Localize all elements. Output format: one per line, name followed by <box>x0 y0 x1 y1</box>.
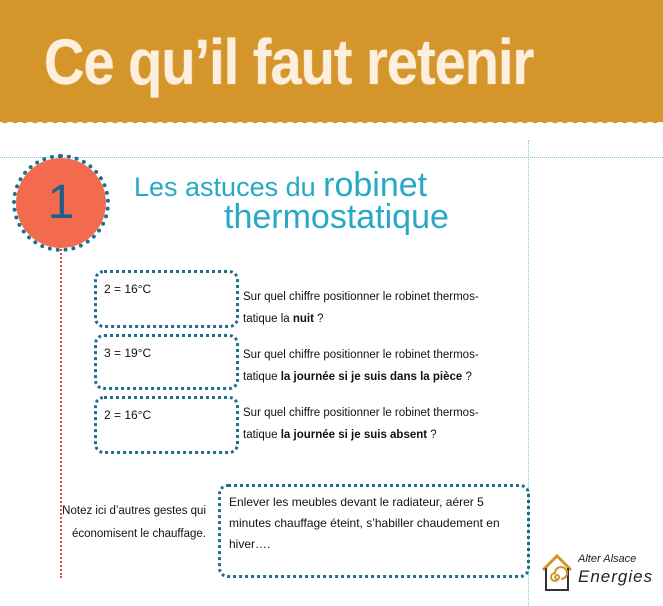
number-badge-label: 1 <box>47 176 75 229</box>
banner-title: Ce qu’il faut retenir <box>44 25 534 98</box>
question-3: Sur quel chiffre positionner le robinet thermos- tatique la journée si je suis absent ? <box>243 407 479 441</box>
question-1: Sur quel chiffre positionner le robinet thermos- tatique la nuit ? <box>243 291 479 325</box>
answer-box-1 <box>94 270 239 328</box>
alter-alsace-logo <box>540 550 660 596</box>
answer-box-2 <box>94 334 239 390</box>
note-box <box>218 484 530 578</box>
answer-text-2: 3 = 19°C <box>104 346 152 360</box>
note-prompt: Notez ici d’autres gestes qui économisent le chauffage. <box>62 505 206 540</box>
note-answer: Enlever les meubles devant le radiateur, aérer 5 minutes chauffage éteint, s’habiller chaudement en hiver…. <box>229 495 500 551</box>
logo-line-1: Alter Alsace <box>578 553 637 565</box>
house-spiral-icon <box>540 550 574 594</box>
banner-scalloped-edge <box>0 119 663 129</box>
heading-line-2: thermostatique <box>224 198 449 236</box>
heading-big: robinet <box>323 166 428 204</box>
logo-line-2: Energies <box>578 567 654 586</box>
answer-text-3: 2 = 16°C <box>104 408 152 422</box>
answer-box-3 <box>94 396 239 454</box>
question-2: Sur quel chiffre positionner le robinet thermos- tatique la journée si je suis dans la pièce ? <box>243 349 479 383</box>
answer-text-1: 2 = 16°C <box>104 282 152 296</box>
heading-small: Les astuces du <box>134 172 316 202</box>
